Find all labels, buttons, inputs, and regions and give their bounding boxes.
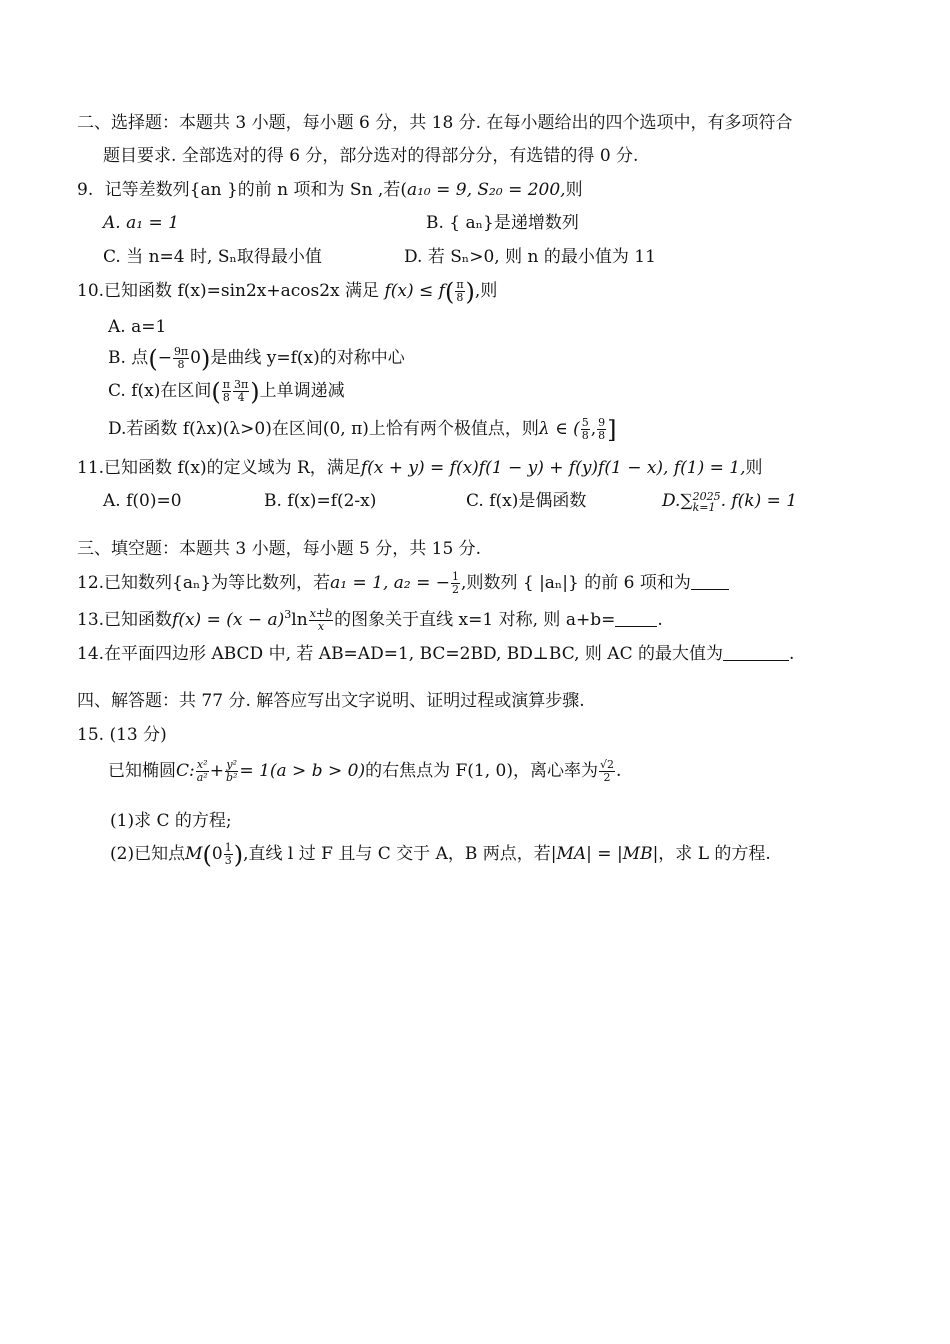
q11-condition: f(x + y) = f(x)f(1 − y) + f(y)f(1 − x), f(1) = 1, bbox=[360, 458, 746, 478]
q13: 13.已知函数$f(x) = (x - a)^3\ln$ $\frac{x+b}{x}$ 的图象关于直线 x=1 对称, 则 a+b= . bbox=[77, 607, 663, 633]
q13-answer-blank bbox=[615, 610, 657, 627]
q15-part1: (1)求 C 的方程; bbox=[110, 811, 232, 831]
q10-b-fraction: $\frac{9\pi}{8}$ bbox=[173, 345, 189, 371]
q9-stem-a: 记等差数列{an }的前 n 项和为 Sn ,若( bbox=[104, 180, 407, 200]
q14: 14.在平面四边形 ABCD 中, 若 AB=AD=1, BC=2BD, BD⊥BC, 则 AC 的最大值为 . bbox=[77, 644, 795, 664]
section2-line2: 题目要求. 全部选对的得 6 分，部分选对的得部分分，有选错的得 0 分. bbox=[103, 146, 639, 166]
q9-stem bbox=[77, 179, 583, 201]
section3-title: 三、填空题：本题共 3 小题，每小题 5 分，共 15 分. bbox=[77, 539, 482, 559]
q10-fraction: $\frac{\pi}{8}$ bbox=[456, 278, 464, 304]
q10-stem-text: 已知函数 f(x)=sin2x+acos2x 满足 bbox=[104, 281, 380, 301]
q9-option-d: D. 若 Sₙ>0, 则 n 的最小值为 11 bbox=[404, 247, 656, 267]
q11-option-a: A. f(0)=0 bbox=[103, 491, 182, 511]
q10-stem: 10.已知函数 f(x)=sin2x+acos2x 满足 f(x) ≤ f( $\frac{\pi}{8}$ ),则 bbox=[77, 278, 498, 306]
q15-part2: (2)已知点M(0 $\frac{1}{3}$ ),直线 l 过 F 且与 C 交于 A，B 两点，若|MA| = |MB|，求 L 的方程. bbox=[110, 841, 771, 869]
q15-stem: 已知椭圆C: $\frac{\text{x²}}{\text{a²}}$ + $\frac{\text{y²}}{\text{b²}}$ = 1(a > b > 0)的右焦点为 F(1, 0)，离心率为 $\frac{√2}{2}$ . bbox=[108, 758, 622, 784]
q10-number: 10. bbox=[77, 281, 105, 301]
q10-option-c: C. f(x)在区间( $\frac{\pi}{8}$ $\frac{3\pi}{4}$ )上单调递减 bbox=[108, 378, 345, 406]
q9-number: 9. bbox=[77, 180, 94, 200]
q12: 12.已知数列{aₙ}为等比数列，若a₁ = 1, a₂ = − $\frac{1}{2}$ ,则数列 { |aₙ|} 的前 6 项和为 bbox=[77, 571, 729, 596]
q15-header: 15. (13 分) bbox=[77, 725, 167, 745]
q9-condition: a₁₀ = 9, S₂₀ = 200, bbox=[406, 180, 566, 200]
q10-condition: f(x) ≤ f bbox=[384, 281, 445, 301]
q11-number: 11. bbox=[77, 458, 105, 478]
q12-answer-blank bbox=[691, 573, 729, 590]
q10-option-d: D.若函数 f(λx)(λ>0)在区间(0, π)上恰有两个极值点，则λ ∈ ( $\frac{5}{8}$ , $\frac{9}{8}$ ] bbox=[108, 416, 617, 444]
q11-option-d: D.∑ 2025 k=1 . f(k) = 1 bbox=[662, 489, 798, 514]
q10-option-b: B. 点(− $\frac{9\pi}{8}$ 0)是曲线 y=f(x)的对称中心 bbox=[108, 345, 405, 373]
q11-stem: 11.已知函数 f(x)的定义域为 R，满足f(x + y) = f(x)f(1 − y) + f(y)f(1 − x), f(1) = 1,则 bbox=[77, 458, 763, 478]
q10-tail: ,则 bbox=[474, 281, 498, 301]
q14-answer-blank bbox=[723, 644, 789, 661]
section2-line1: 二、选择题：本题共 3 小题，每小题 6 分，共 18 分. 在每小题给出的四个选项中，有多项符合 bbox=[77, 113, 793, 133]
q11-option-b: B. f(x)=f(2-x) bbox=[264, 491, 377, 511]
section4-title: 四、解答题：共 77 分. 解答应写出文字说明、证明过程或演算步骤. bbox=[77, 691, 585, 711]
q9-stem-b: 则 bbox=[565, 180, 583, 200]
q9-option-a: A. a₁ = 1 bbox=[103, 213, 179, 233]
q9-option-b: B. { aₙ}是递增数列 bbox=[426, 213, 579, 233]
q10-option-a: A. a=1 bbox=[108, 317, 167, 337]
q11-option-c: C. f(x)是偶函数 bbox=[466, 491, 587, 511]
q9-option-c: C. 当 n=4 时, Sₙ取得最小值 bbox=[103, 247, 322, 267]
